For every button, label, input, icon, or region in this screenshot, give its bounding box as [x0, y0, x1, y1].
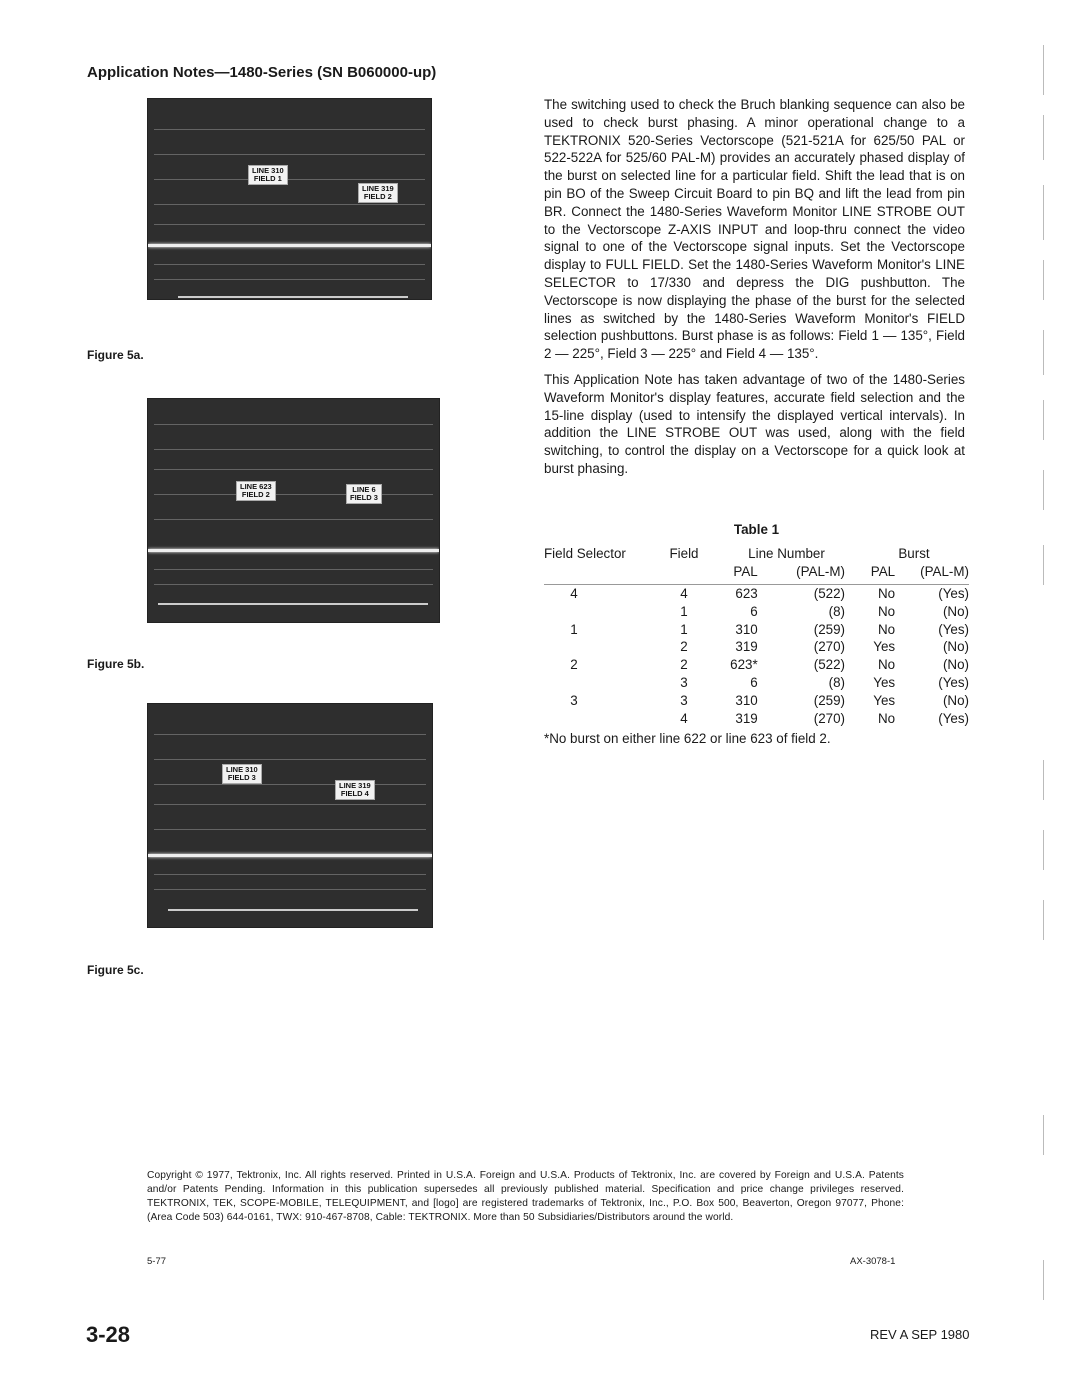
scan-edge-mark	[1043, 400, 1044, 440]
table-cell: Yes	[873, 639, 896, 655]
table-cell: 1	[680, 603, 688, 619]
table-row	[544, 603, 969, 621]
scan-edge-mark	[1043, 1115, 1044, 1155]
table-cell: (8)	[828, 675, 846, 691]
table-cell: Yes	[873, 675, 896, 691]
table-title: Table 1	[733, 522, 780, 537]
figure-label: LINE 310 FIELD 1	[248, 165, 288, 185]
table-cell: 2	[680, 657, 688, 673]
table-cell: 319	[735, 710, 758, 726]
table-row	[544, 638, 969, 656]
header-palm: (PAL-M)	[920, 563, 969, 579]
table-cell	[544, 603, 654, 621]
scan-edge-mark	[1043, 1260, 1044, 1300]
table-cell	[544, 638, 654, 656]
table-row	[544, 674, 969, 692]
figure-5a-photo	[147, 98, 432, 300]
header-palm: (PAL-M)	[796, 563, 846, 579]
scan-edge-mark	[1043, 470, 1044, 510]
scan-edge-mark	[1043, 330, 1044, 375]
table-cell: 310	[735, 692, 758, 708]
header-field-selector: Field Selector	[544, 546, 626, 561]
figure-5b-photo	[147, 398, 440, 623]
table-cell: 1	[570, 621, 578, 637]
figure-label: LINE 319 FIELD 2	[358, 183, 398, 203]
table-cell: 310	[735, 621, 758, 637]
table-cell: 3	[570, 692, 578, 708]
table-cell: (522)	[813, 586, 846, 602]
table-cell: Yes	[873, 692, 896, 708]
scan-edge-mark	[1043, 45, 1044, 95]
revision: REV A SEP 1980	[870, 1327, 970, 1342]
paragraph: The switching used to check the Bruch blanking sequence can also be used to check burst phasing. A minor operational change to a TEKTRONIX 520-Series Vectorscope (521-521A for 625/50 PAL or 522-522A for 525/60 PAL-M) provides an accurately phased display of the burst on selected line for a particular field. Shift the lead that is on pin BO of the Sweep Circuit Board to pin BQ and lift the lead from pin BR. Connect the 1480-Series Waveform Monitor LINE STROBE OUT to the Vectorscope Z-AXIS INPUT and loop-thru connect the video signal to one of the Vectorscope signal inputs. Set the Vectorscope display to FULL FIELD. Set the 1480-Series Waveform Monitor's LINE SELECTOR to 17/330 and depress the DIG pushbutton. The Vectorscope is now displaying the phase of the burst for the selected lines as switched by the 1480-Series Waveform Monitor's FIELD selection pushbuttons. Burst phase is as follows: Field 1 — 135°, Field 2 — 225°, Field 3 — 225° and Field 4 — 135°.	[544, 97, 965, 362]
table-cell: (522)	[813, 657, 846, 673]
header-line-number: Line Number	[748, 546, 825, 561]
table-cell: 319	[735, 639, 758, 655]
table-cell: 6	[750, 603, 758, 619]
header-burst: Burst	[898, 546, 930, 561]
figure-5b-caption: Figure 5b.	[87, 657, 145, 671]
table-cell: (Yes)	[938, 621, 969, 637]
table-cell: (No)	[942, 639, 969, 655]
table-footnote: *No burst on either line 622 or line 623 of field 2.	[544, 731, 831, 747]
table-cell: (270)	[813, 710, 846, 726]
table-cell: (No)	[942, 603, 969, 619]
page-header: Application Notes—1480-Series (SN B060000-up)	[87, 64, 437, 81]
table-cell: (Yes)	[938, 586, 969, 602]
figure-label: LINE 6 FIELD 3	[346, 484, 382, 504]
table-cell: (Yes)	[938, 675, 969, 691]
table-row	[544, 692, 969, 710]
table-cell: 4	[680, 586, 688, 602]
table-cell: 2	[570, 657, 578, 673]
header-field: Field	[669, 546, 699, 561]
table-cell: (259)	[813, 692, 846, 708]
doc-code: AX-3078-1	[850, 1256, 896, 1267]
header-pal: PAL	[870, 563, 896, 579]
table-1	[544, 522, 969, 746]
body-text	[544, 96, 965, 486]
table-row	[544, 621, 969, 639]
figure-label: LINE 319 FIELD 4	[335, 780, 375, 800]
table-cell: (259)	[813, 621, 846, 637]
table-cell: 4	[570, 586, 578, 602]
table-cell: No	[878, 603, 896, 619]
figure-5c-caption: Figure 5c.	[87, 963, 144, 977]
table-cell: No	[878, 657, 896, 673]
table-cell: 2	[680, 639, 688, 655]
table-row	[544, 710, 969, 728]
table-cell: 623	[735, 586, 758, 602]
page-number: 3-28	[86, 1322, 131, 1347]
scan-edge-mark	[1043, 900, 1044, 940]
copyright-notice: Copyright © 1977, Tektronix, Inc. All rights reserved. Printed in U.S.A. Foreign and U.S.A. Products of Tektronix, Inc. are covered by Foreign and U.S.A. Patents and/or Patents Pending. Information in this publication supersedes all previously published material. Specification and price change privileges reserved. TEKTRONIX, TEK, SCOPE-MOBILE, TELEQUIPMENT, and [logo] are registered trademarks of Tektronix, Inc., P.O. Box 500, Beaverton, Oregon 97077, Phone: (Area Code 503) 644-0161, TWX: 910-467-8708, Cable: TEKTRONIX. More than 50 Subsidiaries/Distributors around the world.	[147, 1170, 904, 1223]
scan-edge-mark	[1043, 830, 1044, 870]
figure-label: LINE 310 FIELD 3	[222, 764, 262, 784]
table-cell	[544, 710, 654, 728]
date-code: 5-77	[147, 1256, 167, 1267]
table-cell: No	[878, 621, 896, 637]
table-cell: 4	[680, 710, 688, 726]
scan-edge-mark	[1043, 115, 1044, 160]
table-cell: (No)	[942, 692, 969, 708]
table-cell: 3	[680, 675, 688, 691]
scan-edge-mark	[1043, 260, 1044, 300]
table-cell: 623*	[730, 657, 758, 673]
table-cell: (8)	[828, 603, 846, 619]
table-cell: (270)	[813, 639, 846, 655]
figure-5a-caption: Figure 5a.	[87, 348, 144, 362]
table-cell: (No)	[942, 657, 969, 673]
scan-edge-mark	[1043, 185, 1044, 240]
table-row	[544, 656, 969, 674]
scan-edge-mark	[1043, 545, 1044, 585]
table-cell: 6	[750, 675, 758, 691]
table-row	[544, 585, 969, 603]
table-cell: 1	[680, 621, 688, 637]
figure-5c-photo	[147, 703, 433, 928]
table-cell: 3	[680, 692, 688, 708]
figure-label: LINE 623 FIELD 2	[236, 481, 276, 501]
table-cell: No	[878, 586, 896, 602]
scan-edge-mark	[1043, 760, 1044, 800]
table-cell: No	[878, 710, 896, 726]
table-cell: (Yes)	[938, 710, 969, 726]
header-pal: PAL	[733, 563, 758, 579]
table-cell	[544, 674, 654, 692]
paragraph: This Application Note has taken advantage of two of the 1480-Series Waveform Monitor's display features, accurate field selection and the 15-line display (used to intensify the displayed vertical intervals). In addition the LINE STROBE OUT was used, along with the field switching, to control the display on a Vectorscope for a quick look at burst phasing.	[544, 371, 965, 476]
